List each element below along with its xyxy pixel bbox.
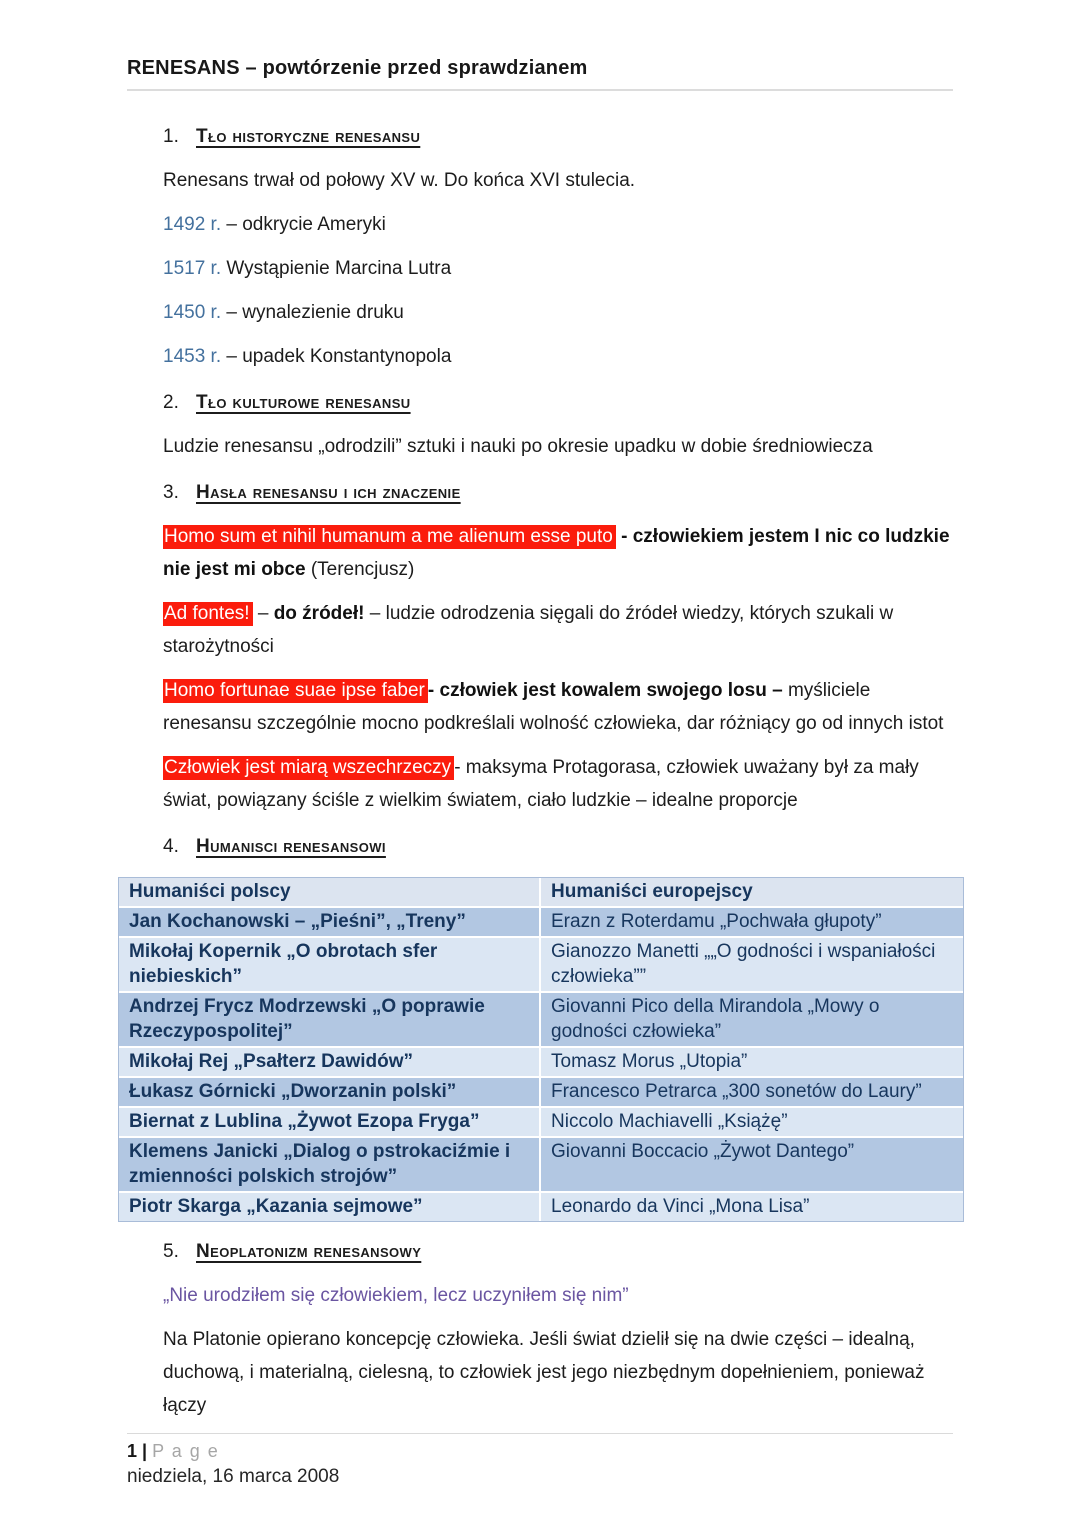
text-run: – [252, 603, 274, 624]
paragraph [163, 520, 953, 586]
paragraph [163, 252, 953, 285]
document-body [127, 107, 953, 1433]
text-run: Na Platonie opierano koncepcję człowieka. Jeśli świat dzielił się na dwie części – idealną, duchową, i materialną, cielesną, to człowiek jest jego niezbędnym dopełnieniem, ponieważ łączy [163, 1329, 925, 1416]
quote-text: „Nie urodziłem się człowiekiem, lecz uczyniłem się nim” [163, 1285, 629, 1306]
paragraph [163, 340, 953, 373]
highlighted-text: Człowiek jest miarą wszechrzeczy [163, 756, 454, 780]
section-heading [163, 830, 953, 863]
table-row [119, 1108, 963, 1138]
paragraph [163, 430, 953, 463]
page-title: RENESANS – powtórzenie przed sprawdzianem [127, 57, 588, 79]
section-heading [163, 386, 953, 419]
highlighted-text: Homo sum et nihil humanum a me alienum esse puto [163, 525, 616, 549]
heading-number: 1. [163, 126, 179, 147]
table-cell: Mikołaj Rej „Psałterz Dawidów” [119, 1048, 541, 1078]
text-run: – wynalezienie druku [221, 302, 404, 323]
table-cell: Piotr Skarga „Kazania sejmowe” [119, 1193, 541, 1221]
heading-text: Tło kulturowe renesansu [196, 392, 411, 413]
footer-separator: | [142, 1441, 148, 1461]
date-text: 1450 r. [163, 302, 222, 323]
heading-text: Hasła renesansu i ich znaczenie [196, 482, 461, 503]
bold-text: do źródeł! [273, 603, 365, 624]
humanists-table-wrap [118, 877, 953, 1222]
footer-date: niedziela, 16 marca 2008 [127, 1466, 340, 1487]
date-text: 1453 r. [163, 346, 222, 367]
bold-text: - [615, 526, 633, 547]
footer-page-line [127, 1439, 953, 1463]
text-run: – odkrycie Ameryki [221, 214, 386, 235]
table-cell: Biernat z Lublina „Żywot Ezopa Fryga” [119, 1108, 541, 1138]
table-cell: Giovanni Pico della Mirandola „Mowy o godności człowieka” [541, 993, 963, 1048]
table-cell: Klemens Janicki „Dialog o pstrokaciźmie i zmienności polskich strojów” [119, 1138, 541, 1193]
text-run: Renesans trwał od połowy XV w. Do końca XVI stulecia. [163, 170, 636, 191]
title-divider [127, 89, 953, 91]
table-cell: Gianozzo Manetti „„O godności i wspaniałości człowieka”” [541, 938, 963, 993]
heading-number: 4. [163, 836, 179, 857]
text-run: (Terencjusz) [305, 559, 415, 580]
table-cell: Giovanni Boccacio „Żywot Dantego” [541, 1138, 963, 1193]
page-footer [127, 1433, 953, 1490]
text-run: – ludzie odrodzenia sięgali do źródeł wiedzy, których szukali w starożytności [163, 603, 894, 657]
table-cell: Tomasz Morus „Utopia” [541, 1048, 963, 1078]
bold-text: człowiekiem jestem I nic co ludzkie nie jest mi obce [163, 526, 950, 580]
paragraph [163, 674, 953, 740]
section-heading [163, 1235, 953, 1268]
heading-text: Neoplatonizm renesansowy [196, 1241, 422, 1262]
paragraph [163, 208, 953, 241]
text-run: Ludzie renesansu „odrodzili” sztuki i nauki po okresie upadku w dobie średniowiecza [163, 436, 873, 457]
paragraph [163, 597, 953, 663]
table-row [119, 993, 963, 1048]
table-row [119, 938, 963, 993]
table-header-cell: Humaniści europejscy [541, 878, 963, 908]
bold-text: - człowiek jest kowalem swojego losu – [427, 680, 783, 701]
table-cell: Francesco Petrarca „300 sonetów do Laury” [541, 1078, 963, 1108]
heading-number: 2. [163, 392, 179, 413]
table-cell: Łukasz Górnicki „Dworzanin polski” [119, 1078, 541, 1108]
table-cell: Niccolo Machiavelli „Książę” [541, 1108, 963, 1138]
text-run: myśliciele renesansu szczególnie mocno podkreślali wolność człowieka, dar różniący go od innych istot [163, 680, 944, 734]
table-row [119, 1193, 963, 1221]
table-row [119, 1138, 963, 1193]
footer-page-word: P a g e [152, 1441, 220, 1461]
paragraph [163, 751, 953, 817]
highlighted-text: Homo fortunae suae ipse faber [163, 679, 428, 703]
text-run: – upadek Konstantynopola [221, 346, 452, 367]
text-run: - maksyma Protagorasa, człowiek uważany był za mały świat, powiązany ściśle z wielkim światem, ciało ludzkie – idealne proporcje [163, 757, 919, 811]
table-cell: Erazn z Roterdamu „Pochwała głupoty” [541, 908, 963, 938]
table-row [119, 1078, 963, 1108]
paragraph [163, 164, 953, 197]
table-cell: Leonardo da Vinci „Mona Lisa” [541, 1193, 963, 1221]
humanists-table [118, 877, 964, 1222]
page-number: 1 [127, 1441, 138, 1461]
highlighted-text: Ad fontes! [163, 602, 253, 626]
table-cell: Mikołaj Kopernik „O obrotach sfer niebieskich” [119, 938, 541, 993]
heading-text: Humanisci renesansowi [196, 836, 386, 857]
table-header-cell: Humaniści polscy [119, 878, 541, 908]
table-row [119, 908, 963, 938]
paragraph [163, 1279, 953, 1312]
text-run: Wystąpienie Marcina Lutra [221, 258, 452, 279]
footer-divider [127, 1433, 953, 1434]
heading-text: Tło historyczne renesansu [196, 126, 421, 147]
heading-number: 5. [163, 1241, 179, 1262]
section-heading [163, 476, 953, 509]
paragraph [163, 1323, 953, 1422]
paragraph [163, 296, 953, 329]
table-header-row [119, 878, 963, 908]
table-cell: Jan Kochanowski – „Pieśni”, „Treny” [119, 908, 541, 938]
table-cell: Andrzej Frycz Modrzewski „O poprawie Rzeczypospolitej” [119, 993, 541, 1048]
date-text: 1517 r. [163, 258, 222, 279]
table-row [119, 1048, 963, 1078]
section-heading [163, 120, 953, 153]
date-text: 1492 r. [163, 214, 222, 235]
heading-number: 3. [163, 482, 179, 503]
